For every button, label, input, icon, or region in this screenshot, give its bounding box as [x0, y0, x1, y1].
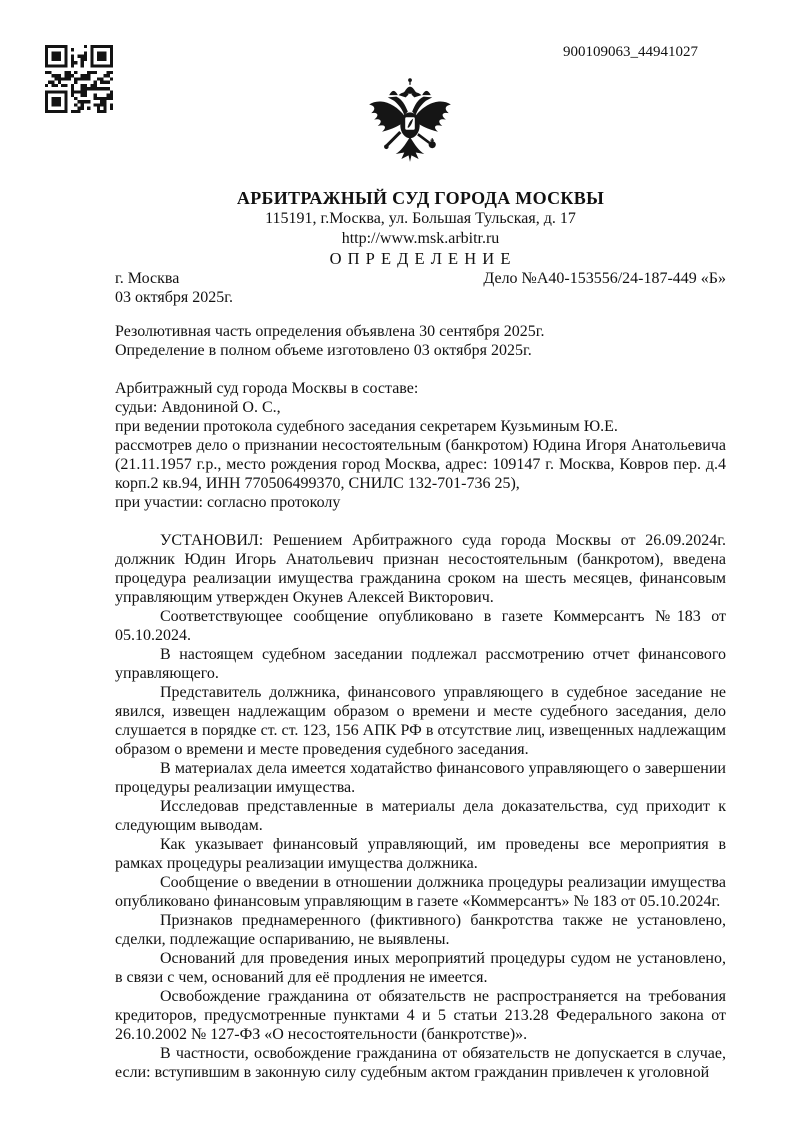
- document-number: 900109063_44941027: [563, 44, 698, 60]
- resolutive-part: [115, 322, 726, 360]
- case-number: Дело №А40-153556/24-187-449 «Б»: [483, 270, 726, 287]
- ruling-paragraph: В настоящем судебном заседании подлежал рассмотрению отчет финансового управляющего.: [115, 646, 726, 682]
- composition-court-line: Арбитражный суд города Москвы в составе:: [115, 380, 419, 397]
- ruling-paragraph: Исследовав представленные в материалы дела доказательства, суд приходит к следующим выводам.: [115, 798, 726, 834]
- resolutive-full-text-line: Определение в полном объеме изготовлено 03 октября 2025г.: [115, 342, 532, 359]
- ruling-paragraph: В частности, освобождение гражданина от обязательств не допускается в случае, если: вступившим в законную силу судебным актом гражданин привлечен к уголовной: [115, 1045, 726, 1081]
- ruling-paragraph: Сообщение о введении в отношении должника процедуры реализации имущества опубликовано финансовым управляющим в газете «Коммерсантъ» № 183 от 05.10.2024г.: [115, 874, 726, 910]
- ruling-paragraph: Как указывает финансовый управляющий, им проведены все мероприятия в рамках процедуры реализации имущества должника.: [115, 836, 726, 872]
- composition-secretary-line: при ведении протокола судебного заседания секретарем Кузьминым Ю.Е.: [115, 418, 618, 435]
- ruling-paragraph: Освобождение гражданина от обязательств не распространяется на требования кредиторов, предусмотренные пунктами 4 и 5 статьи 213.28 Федерального закона от 26.10.2002 № 127-ФЗ «О несостоятельности (банкротстве)».: [115, 988, 726, 1043]
- ruling-paragraph: Представитель должника, финансового управляющего в судебное заседание не явился, извещен надлежащим образом о времени и месте судебного заседания, дело слушается в порядке ст. ст. 123, 156 АПК РФ в отсутствие лиц, извещенных надлежащим образом о времени и месте проведения судебного заседания.: [115, 684, 726, 758]
- composition-judge-line: судьи: Авдониной О. С.,: [115, 399, 281, 416]
- document-type-title: О П Р Е Д Е Л Е Н И Е: [329, 249, 512, 268]
- court-website: http://www.msk.arbitr.ru: [341, 230, 500, 247]
- ruling-paragraph: Признаков преднамеренного (фиктивного) банкротства также не установлено, сделки, подлежащие оспариванию, не выявлены.: [115, 912, 726, 948]
- russia-coat-of-arms-icon: [367, 73, 453, 179]
- court-composition: [115, 379, 726, 512]
- resolutive-announced-line: Резолютивная часть определения объявлена 30 сентября 2025г.: [115, 323, 545, 340]
- composition-participants-line: при участии: согласно протоколу: [115, 494, 341, 511]
- composition-case-subject: рассмотрев дело о признании несостоятельным (банкротом) Юдина Игоря Анатольевича (21.11.1957 г.р., место рождения город Москва, адрес: 109147 г. Москва, Ковров пер. д.4 корп.2 кв.94, ИНН 770506499370, СНИЛС 132-701-736 25),: [115, 437, 726, 492]
- qr-code-icon: [45, 45, 113, 113]
- ruling-paragraph: УСТАНОВИЛ: Решением Арбитражного суда города Москвы от 26.09.2024г. должник Юдин Игорь Анатольевич признан несостоятельным (банкротом), введена процедура реализации имущества гражданина сроком на шесть месяцев, финансовым управляющим утвержден Окунев Алексей Викторович.: [115, 532, 726, 606]
- document-content: [115, 187, 726, 1082]
- document-date: 03 октября 2025г.: [115, 289, 233, 306]
- court-address: 115191, г.Москва, ул. Большая Тульская, д. 17: [265, 210, 576, 227]
- ruling-body: [115, 531, 726, 1082]
- case-row: [115, 269, 726, 288]
- document-city: г. Москва: [115, 270, 180, 287]
- court-name: АРБИТРАЖНЫЙ СУД ГОРОДА МОСКВЫ: [236, 188, 605, 208]
- ruling-paragraph: В материалах дела имеется ходатайство финансового управляющего о завершении процедуры реализации имущества.: [115, 760, 726, 796]
- ruling-paragraph: Оснований для проведения иных мероприятий процедуры судом не установлено, в связи с чем, оснований для её продления не имеется.: [115, 950, 726, 986]
- ruling-paragraph: Соответствующее сообщение опубликовано в газете Коммерсантъ №183 от 05.10.2024.: [115, 608, 726, 644]
